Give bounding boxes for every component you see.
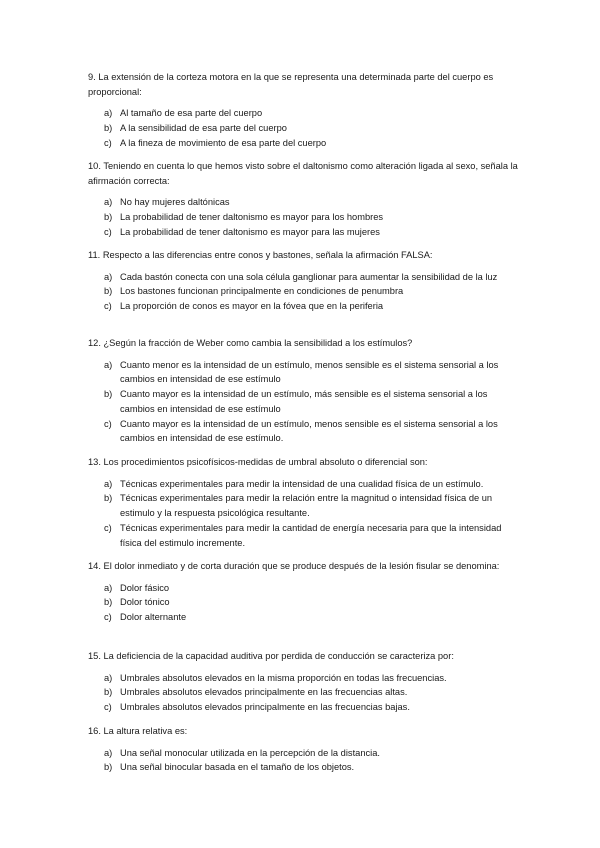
question-13 — [88, 455, 518, 550]
option-text: A la fineza de movimiento de esa parte del cuerpo — [120, 137, 327, 148]
question-text: 16. La altura relativa es: — [88, 726, 188, 736]
option-a — [88, 671, 518, 686]
question-10 — [88, 159, 518, 240]
option-text: A la sensibilidad de esa parte del cuerpo — [120, 123, 287, 134]
option-text: Cuanto mayor es la intensidad de un estímulo, menos sensible es el sistema sensorial a los cambios en intensidad de ese estímulo. — [120, 418, 498, 444]
option-letter: a) — [104, 478, 113, 489]
option-a — [88, 270, 518, 285]
option-b — [88, 760, 518, 775]
question-9 — [88, 70, 518, 151]
option-list — [88, 671, 518, 715]
option-b — [88, 491, 518, 520]
question-14 — [88, 559, 518, 625]
option-b — [88, 284, 518, 299]
option-text: Dolor alternante — [120, 612, 187, 623]
question-text: 11. Respecto a las diferencias entre conos y bastones, señala la afirmación FALSA: — [88, 250, 433, 260]
option-text: Cada bastón conecta con una sola célula ganglionar para aumentar la sensibilidad de la luz — [120, 271, 498, 282]
option-letter: c) — [104, 301, 112, 312]
option-letter: a) — [104, 582, 113, 593]
option-text: Umbrales absolutos elevados en la misma proporción en todas las frecuencias. — [120, 672, 447, 683]
option-a — [88, 106, 518, 121]
option-text: Una señal monocular utilizada en la percepción de la distancia. — [120, 747, 380, 758]
option-letter: a) — [104, 672, 113, 683]
option-text: Umbrales absolutos elevados principalmente en las frecuencias altas. — [120, 687, 408, 698]
option-b — [88, 685, 518, 700]
option-b — [88, 387, 518, 416]
option-c — [88, 136, 518, 151]
option-text: La proporción de conos es mayor en la fóvea que en la periferia — [120, 301, 384, 312]
question-text: 15. La deficiencia de la capacidad auditiva por perdida de conducción se caracteriza por: — [88, 651, 454, 661]
option-text: Dolor tónico — [120, 597, 170, 608]
option-letter: c) — [104, 612, 112, 623]
question-text: 12. ¿Según la fracción de Weber como cambia la sensibilidad a los estímulos? — [88, 338, 413, 348]
option-a — [88, 358, 518, 387]
question-15 — [88, 649, 518, 715]
question-text: 10. Teniendo en cuenta lo que hemos visto sobre el daltonismo como alteración ligada al sexo, señala la afirmación correcta: — [88, 161, 518, 186]
question-text: 13. Los procedimientos psicofísicos-medidas de umbral absoluto o diferencial son: — [88, 457, 428, 467]
option-text: Los bastones funcionan principalmente en condiciones de penumbra — [120, 286, 404, 297]
option-list — [88, 746, 518, 775]
option-letter: c) — [104, 137, 112, 148]
option-letter: b) — [104, 493, 113, 504]
option-text: Dolor fásico — [120, 582, 170, 593]
option-letter: b) — [104, 286, 113, 297]
option-text: Técnicas experimentales para medir la intensidad de una cualidad física de un estímulo. — [120, 478, 484, 489]
option-b — [88, 121, 518, 136]
option-letter: c) — [104, 418, 112, 429]
option-c — [88, 225, 518, 240]
option-letter: a) — [104, 359, 113, 370]
question-text: 9. La extensión de la corteza motora en la que se representa una determinada parte del cuerpo es proporcional: — [88, 72, 494, 97]
option-letter: b) — [104, 687, 113, 698]
option-list — [88, 477, 518, 551]
option-letter: b) — [104, 597, 113, 608]
option-a — [88, 195, 518, 210]
option-list — [88, 106, 518, 150]
option-list — [88, 270, 518, 314]
option-letter: a) — [104, 108, 113, 119]
option-letter: a) — [104, 271, 113, 282]
option-text: Al tamaño de esa parte del cuerpo — [120, 108, 263, 119]
question-text: 14. El dolor inmediato y de corta duración que se produce después de la lesión fisular se denomina: — [88, 561, 500, 571]
option-list — [88, 581, 518, 625]
question-11 — [88, 248, 518, 314]
option-text: No hay mujeres daltónicas — [120, 197, 230, 208]
option-letter: a) — [104, 747, 113, 758]
option-text: La probabilidad de tener daltonismo es mayor para las mujeres — [120, 226, 380, 237]
option-text: Cuanto menor es la intensidad de un estímulo, menos sensible es el sistema sensorial a los cambios en intensidad de ese estímulo — [120, 359, 499, 385]
option-b — [88, 595, 518, 610]
option-c — [88, 700, 518, 715]
option-c — [88, 417, 518, 446]
option-c — [88, 521, 518, 550]
option-text: Técnicas experimentales para medir la relación entre la magnitud o intensidad física de un estimulo y la respuesta psicológica resultante. — [120, 493, 493, 519]
option-list — [88, 358, 518, 446]
option-letter: b) — [104, 762, 113, 773]
option-letter: c) — [104, 702, 112, 713]
question-12 — [88, 336, 518, 446]
option-text: Una señal binocular basada en el tamaño de los objetos. — [120, 762, 355, 773]
option-letter: a) — [104, 197, 113, 208]
option-letter: c) — [104, 522, 112, 533]
option-text: La probabilidad de tener daltonismo es mayor para los hombres — [120, 212, 384, 223]
option-a — [88, 477, 518, 492]
option-letter: b) — [104, 212, 113, 223]
option-a — [88, 581, 518, 596]
option-b — [88, 210, 518, 225]
option-list — [88, 195, 518, 239]
option-letter: c) — [104, 226, 112, 237]
option-c — [88, 299, 518, 314]
question-16 — [88, 724, 518, 775]
option-text: Cuanto mayor es la intensidad de un estímulo, más sensible es el sistema sensorial a los cambios en intensidad de ese estímulo — [120, 389, 488, 414]
option-a — [88, 746, 518, 761]
option-c — [88, 610, 518, 625]
option-letter: b) — [104, 389, 113, 400]
option-letter: b) — [104, 123, 113, 134]
option-text: Técnicas experimentales para medir la cantidad de energía necesaria para que la intensidad física del estimulo incremente. — [120, 522, 502, 548]
option-text: Umbrales absolutos elevados principalmente en las frecuencias bajas. — [120, 702, 410, 713]
